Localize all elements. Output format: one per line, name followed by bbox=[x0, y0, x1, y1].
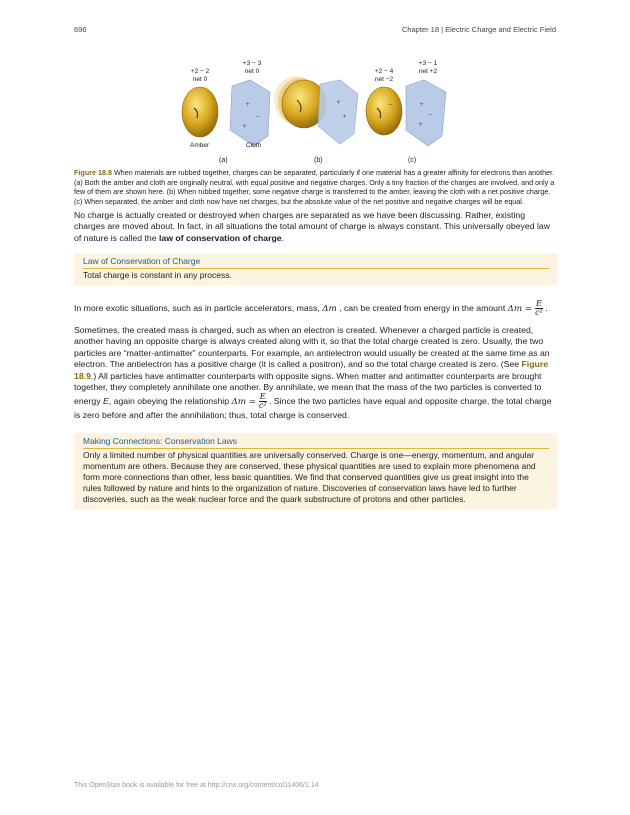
cloth-a bbox=[230, 80, 270, 146]
page-number: 696 bbox=[74, 25, 87, 34]
caption-text: When materials are rubbed together, charges can be separated, particularly if one material has a greater affinity for electrons than another. (a) Both the amber and cloth are originally neutral, with equal positive and negative charges. Only a tiny fraction of the charges are involved, and only a few of them are shown here. (b) When rubbed together, some negative charge is transferred to the amber, leaving the cloth with a net positive charge. (c) When separated, the amber and cloth now have net charges, but the absolute value of the net positive and negative charges will be equal. bbox=[74, 168, 555, 206]
paragraph-conservation: No charge is actually created or destroyed when charges are separated as we have been discussing. Rather, existing charges are moved about. In fact, in all situations the total amount of charge is always constant. This universally obeyed law of nature is called the law of conservation of charge. bbox=[74, 210, 550, 243]
svg-text:+: + bbox=[242, 123, 248, 130]
svg-text:+: + bbox=[418, 121, 424, 128]
paragraph-antimatter: Sometimes, the created mass is charged, such as when an electron is created. Whenever a charged particle is created, another having an opposite charge is always created along with it, so that the total charge created is zero. Usually, the two particles are “matter-antimatter” counterparts. For example, an antielectron would usually be created at the same time as an electron. The antielectron has a positive charge (it is called a positron), and so the total charge created is zero. (See Figure 18.9.) All particles have antimatter counterparts with opposite signs. When matter and antimatter counterparts are brought together, they completely annihilate one another. By annihilate, we mean that the mass of the two particles is converted to energy E, again obeying the relationship Δm = $\frac{E}{\text{c²}}$ . Since the two particles have equal and opposite charge, the total charge is zero before and after the annihilation; thus, total charge is conserved. bbox=[74, 325, 552, 421]
amber-label: Amber bbox=[190, 142, 210, 149]
connections-box bbox=[74, 433, 557, 509]
footer-note: This OpenStax book is available for free at http://cnx.org/content/col11406/1.14 bbox=[74, 782, 319, 789]
connections-box-title: Making Connections: Conservation Laws bbox=[83, 436, 549, 449]
law-term: law of conservation of charge bbox=[159, 232, 282, 243]
svg-text:−: − bbox=[428, 111, 434, 118]
equation-mass-energy: Δm = $\frac{E}{\text{c²}}$ bbox=[507, 299, 543, 317]
svg-text:+: + bbox=[245, 101, 251, 108]
figure-18-9-link[interactable]: Figure 18.9 bbox=[74, 359, 549, 381]
figure-illustration bbox=[170, 56, 460, 168]
law-box-title: Law of Conservation of Charge bbox=[83, 256, 549, 269]
panel-label-b: (b) bbox=[314, 157, 323, 164]
amber-a-charge: +2 − 2 net 0 bbox=[190, 68, 210, 83]
law-box-body: Total charge is constant in any process. bbox=[83, 270, 232, 280]
caption-figure-ref: Figure 18.8 bbox=[74, 168, 112, 177]
svg-text:−: − bbox=[388, 101, 394, 108]
cloth-label: Cloth bbox=[246, 142, 262, 149]
panel-label-c: (c) bbox=[408, 157, 417, 164]
equation-relationship: Δm = $\frac{E}{\text{c²}}$ bbox=[231, 392, 267, 411]
svg-text:+: + bbox=[336, 99, 342, 106]
svg-text:+: + bbox=[419, 101, 425, 108]
amber-c-charge: +2 − 4 net −2 bbox=[374, 68, 394, 83]
cloth-a-charge: +3 − 3 net 0 bbox=[242, 60, 262, 75]
figure-caption bbox=[74, 168, 557, 206]
svg-text:+: + bbox=[342, 113, 348, 120]
law-box bbox=[74, 253, 557, 285]
svg-text:−: − bbox=[255, 113, 261, 120]
figure-18-8 bbox=[170, 56, 460, 168]
paragraph-exotic: In more exotic situations, such as in particle accelerators, mass, Δm , can be created from energy in the amount Δm = $\frac{E}{\text{c²}}$ . bbox=[74, 299, 548, 317]
cloth-c bbox=[406, 80, 446, 146]
connections-box-body: Only a limited number of physical quantities are universally conserved. Charge is one—energy, momentum, and angular momentum are others. Because they are conserved, these physical quantities are used to explain more phenomena and form more connections than other, less basic quantities. We find that conserved quantities give us great insight into the rules followed by nature and hints to the organization of nature. Discoveries of conservation laws have led to further discoveries, such as the weak nuclear force and the quark substructure of protons and other particles. bbox=[83, 450, 536, 504]
panel-label-a: (a) bbox=[219, 157, 228, 164]
cloth-b bbox=[318, 80, 358, 144]
amber-c bbox=[366, 87, 402, 135]
amber-a bbox=[182, 87, 218, 137]
cloth-c-charge: +3 − 1 net +2 bbox=[418, 60, 438, 75]
chapter-title: Chapter 18 | Electric Charge and Electric Field bbox=[401, 25, 556, 34]
